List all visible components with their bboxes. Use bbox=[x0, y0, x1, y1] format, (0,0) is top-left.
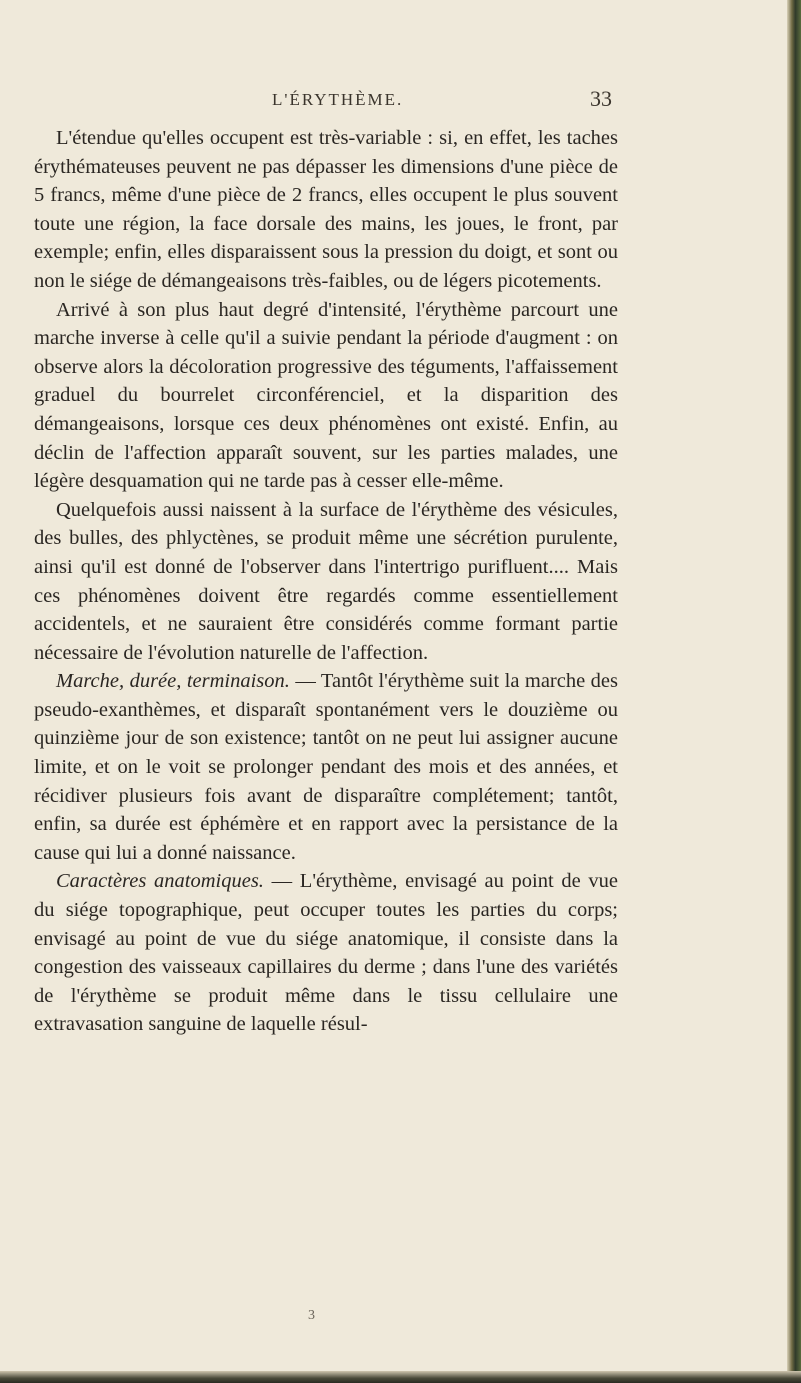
paragraph-text: — L'érythème, envisagé au point de vue du siége topographique, peut occuper toutes les parties du corps; envisagé au point de vue du siége anatomique, il consiste dans la congestion des vaisseaux capillaires du derme ; dans l'une des variétés de l'érythème se produit même dans le tissu cellulaire une extravasation sanguine de laquelle résul- bbox=[34, 870, 618, 1036]
paragraph-text: L'étendue qu'elles occupent est très-variable : si, en effet, les taches érythémateuses peuvent ne pas dépasser les dimensions d'une pièce de 5 francs, même d'une pièce de 2 francs, elles occupent le plus souvent toute une région, la face dorsale des mains, les joues, le front, par exemple; enfin, elles disparaissent sous la pression du doigt, et sont ou non le siége de démangeaisons très-faibles, ou de légers picotements. bbox=[34, 127, 618, 292]
page-number: 33 bbox=[590, 86, 612, 111]
page-header bbox=[0, 86, 801, 116]
paragraph-text: Quelquefois aussi naissent à la surface de l'érythème des vésicules, des bulles, des phlyctènes, se produit même une sécrétion purulente, ainsi qu'il est donné de l'observer dans l'intertrigo purifluent.... Mais ces phénomènes doivent être regardés comme essentiellement accidentels, et ne sauraient être considérés comme formant partie nécessaire de l'évolution naturelle de l'affection. bbox=[34, 498, 618, 664]
page-edge-decoration bbox=[787, 0, 801, 1383]
section-heading-caracteres: Caractères anatomiques. bbox=[56, 870, 264, 893]
paragraph-text: Arrivé à son plus haut degré d'intensité, l'érythème parcourt une marche inverse à celle qu'il a suivie pendant la période d'augment : on observe alors la décoloration progressive des téguments, l'affaissement graduel du bourrelet circonférenciel, et la disparition des démangeaisons, lorsque ces deux phénomènes ont existé. Enfin, au déclin de l'affection apparaît souvent, sur les parties malades, une légère desquamation qui ne tarde pas à cesser elle-même. bbox=[34, 298, 618, 493]
paragraph-text: — Tantôt l'érythème suit la marche des pseudo-exanthèmes, et disparaît spontanément vers le douzième ou quinzième jour de son existence; tantôt on ne peut lui assigner aucune limite, et on le voit se prolonger pendant des mois et des années, et récidiver plusieurs fois avant de disparaître complétement; tantôt, enfin, sa durée est éphémère et en rapport avec la persistance de la cause qui lui a donné naissance. bbox=[34, 670, 618, 864]
paragraph bbox=[34, 296, 618, 496]
paragraph bbox=[34, 667, 618, 867]
section-heading-marche: Marche, durée, terminaison. bbox=[56, 670, 290, 693]
paragraph bbox=[34, 867, 618, 1039]
signature-mark: 3 bbox=[308, 1308, 315, 1323]
body-text bbox=[34, 124, 618, 1039]
bottom-edge-decoration bbox=[0, 1371, 801, 1383]
paragraph bbox=[34, 496, 618, 668]
running-title: L'ÉRYTHÈME. bbox=[272, 90, 404, 109]
paragraph bbox=[34, 124, 618, 296]
